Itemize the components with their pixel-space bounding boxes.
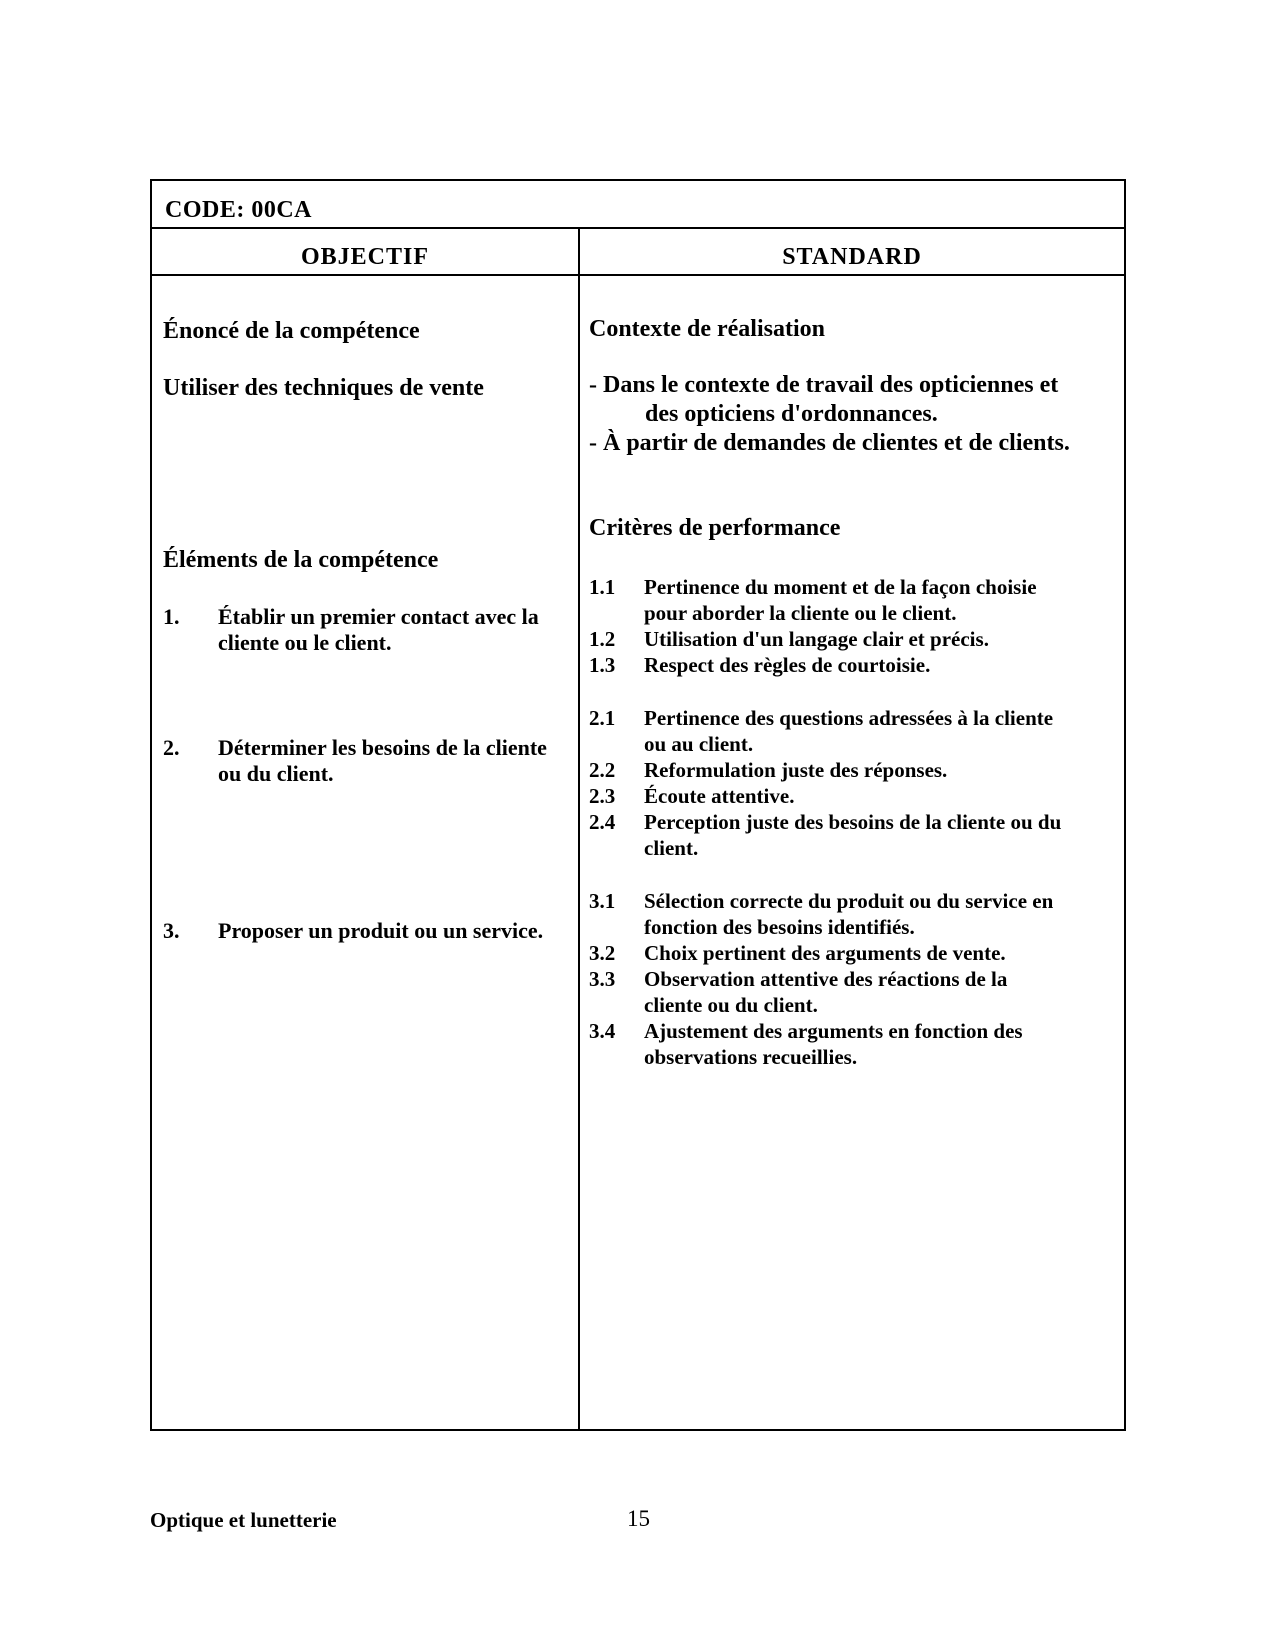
- critere-text: Respect des règles de courtoisie.: [644, 653, 931, 677]
- critere-text: Écoute attentive.: [644, 784, 795, 808]
- critere-text: pour aborder la cliente ou le client.: [644, 601, 957, 625]
- element-text: Proposer un produit ou un service.: [218, 918, 544, 943]
- element-number: 3.: [163, 918, 180, 943]
- contexte-line: - Dans le contexte de travail des opticiennes et: [589, 372, 1059, 398]
- contexte-line: - À partir de demandes de clientes et de clients.: [589, 430, 1070, 456]
- page-number: 15: [627, 1506, 650, 1531]
- elements-heading: Éléments de la compétence: [163, 547, 439, 573]
- critere-text: Perception juste des besoins de la cliente ou du: [644, 810, 1062, 834]
- critere-text: observations recueillies.: [644, 1045, 858, 1069]
- critere-number: 3.1: [589, 889, 616, 913]
- critere-text: Observation attentive des réactions de la: [644, 967, 1008, 991]
- element-text: cliente ou le client.: [218, 630, 392, 655]
- column-header-standard: STANDARD: [782, 244, 922, 270]
- critere-text: ou au client.: [644, 732, 754, 756]
- critere-text: Sélection correcte du produit ou du service en: [644, 889, 1054, 913]
- critere-number: 2.4: [589, 810, 616, 834]
- critere-number: 1.1: [589, 575, 616, 599]
- column-header-objectif: OBJECTIF: [300, 244, 430, 270]
- competence-code: CODE: 00CA: [165, 197, 312, 223]
- competence-table: [150, 179, 1126, 1431]
- critere-number: 2.2: [589, 758, 616, 782]
- critere-number: 3.4: [589, 1019, 616, 1043]
- element-text: Établir un premier contact avec la: [218, 604, 539, 629]
- critere-number: 3.2: [589, 941, 616, 965]
- critere-number: 3.3: [589, 967, 616, 991]
- enonce-heading: Énoncé de la compétence: [163, 318, 420, 344]
- program-title: Optique et lunetterie: [150, 1508, 337, 1532]
- critere-text: Pertinence des questions adressées à la cliente: [644, 706, 1054, 730]
- element-number: 1.: [163, 604, 180, 629]
- critere-number: 1.2: [589, 627, 616, 651]
- column-header-row: [152, 229, 1124, 276]
- critere-number: 2.1: [589, 706, 616, 730]
- critere-text: Reformulation juste des réponses.: [644, 758, 948, 782]
- critere-text: cliente ou du client.: [644, 993, 818, 1017]
- element-text: Déterminer les besoins de la cliente: [218, 735, 547, 760]
- critere-text: Ajustement des arguments en fonction des: [644, 1019, 1023, 1043]
- enonce-text: Utiliser des techniques de vente: [163, 375, 484, 401]
- criteres-heading: Critères de performance: [589, 515, 841, 541]
- code-row: [152, 181, 1124, 229]
- contexte-heading: Contexte de réalisation: [589, 316, 825, 342]
- critere-text: fonction des besoins identifiés.: [644, 915, 915, 939]
- critere-text: Utilisation d'un langage clair et précis.: [644, 627, 989, 651]
- contexte-line: des opticiens d'ordonnances.: [645, 401, 938, 427]
- element-number: 2.: [163, 735, 180, 760]
- critere-text: client.: [644, 836, 699, 860]
- critere-text: Pertinence du moment et de la façon choisie: [644, 575, 1037, 599]
- column-divider: [578, 229, 580, 1431]
- critere-number: 1.3: [589, 653, 616, 677]
- critere-text: Choix pertinent des arguments de vente.: [644, 941, 1006, 965]
- critere-number: 2.3: [589, 784, 616, 808]
- element-text: ou du client.: [218, 761, 334, 786]
